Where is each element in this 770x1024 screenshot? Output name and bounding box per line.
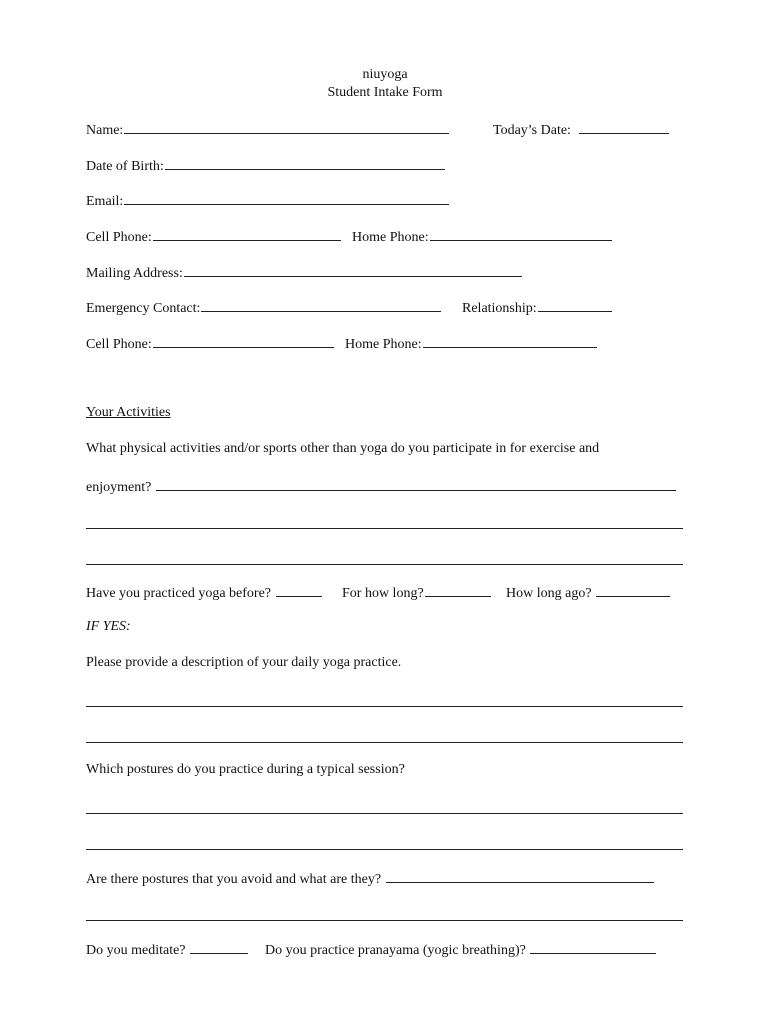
cell-label: Cell Phone: [86, 230, 152, 245]
cell2-field[interactable] [153, 333, 334, 348]
home-phone-group [352, 226, 612, 247]
home2-group [345, 333, 597, 354]
meditate-field[interactable] [190, 939, 248, 954]
how-long-field[interactable] [425, 582, 491, 597]
how-long-ago-field[interactable] [596, 582, 670, 597]
email-label: Email: [86, 194, 124, 209]
mailing-label: Mailing Address: [86, 266, 183, 281]
how-long-ago-label: How long ago? [506, 586, 592, 601]
activities-heading: Your Activities [86, 405, 171, 420]
today-row [493, 119, 669, 140]
emergency-row [86, 297, 441, 318]
org-name: niuyoga [362, 67, 408, 82]
mailing-row [86, 262, 522, 283]
home2-label: Home Phone: [345, 337, 422, 352]
phone-row [86, 226, 341, 247]
pranayama-group [265, 939, 656, 960]
mailing-field[interactable] [184, 262, 522, 277]
q1-answer-field[interactable] [156, 476, 676, 491]
email-row [86, 190, 449, 211]
dob-field[interactable] [165, 155, 445, 170]
q1-answer-line-3[interactable] [86, 564, 683, 565]
q4-answer-line-2[interactable] [86, 849, 683, 850]
home-field[interactable] [430, 226, 612, 241]
how-long-group [342, 582, 491, 603]
emergency-label: Emergency Contact: [86, 301, 201, 316]
relationship-field[interactable] [538, 297, 612, 312]
email-field[interactable] [124, 190, 449, 205]
dob-row [86, 155, 445, 176]
q6-row [86, 939, 248, 960]
name-label: Name: [86, 123, 124, 138]
emergency-phone-row [86, 333, 334, 354]
q3-label: Please provide a description of your daily yoga practice. [86, 655, 402, 670]
cell-field[interactable] [153, 226, 341, 241]
q3-answer-line-1[interactable] [86, 706, 683, 707]
pranayama-field[interactable] [530, 939, 656, 954]
home-label: Home Phone: [352, 230, 429, 245]
pranayama-label: Do you practice pranayama (yogic breathing)? [265, 943, 526, 958]
q4-label: Which postures do you practice during a typical session? [86, 762, 405, 777]
relationship-label: Relationship: [462, 301, 537, 316]
q1-line2: enjoyment? [86, 480, 152, 495]
today-label: Today’s Date: [493, 123, 571, 138]
q5-label: Are there postures that you avoid and what are they? [86, 872, 382, 887]
cell2-label: Cell Phone: [86, 337, 152, 352]
name-row [86, 119, 449, 140]
relationship-group [462, 297, 612, 318]
if-yes-label: IF YES: [86, 619, 131, 634]
q1-line1: What physical activities and/or sports other than yoga do you participate in for exercise and [86, 441, 600, 456]
practiced-label: Have you practiced yoga before? [86, 586, 272, 601]
how-long-ago-group [506, 582, 670, 603]
q4-answer-line-1[interactable] [86, 813, 683, 814]
q1-row [86, 476, 676, 497]
today-field[interactable] [579, 119, 669, 134]
meditate-label: Do you meditate? [86, 943, 186, 958]
practice-row [86, 582, 322, 603]
form-title: Student Intake Form [327, 85, 443, 100]
practiced-field[interactable] [276, 582, 322, 597]
q5-answer-field[interactable] [386, 868, 654, 883]
emergency-field[interactable] [201, 297, 441, 312]
q5-row [86, 868, 654, 889]
q5-answer-line-2[interactable] [86, 920, 683, 921]
how-long-label: For how long? [342, 586, 424, 601]
q3-answer-line-2[interactable] [86, 742, 683, 743]
name-field[interactable] [124, 119, 449, 134]
home2-field[interactable] [423, 333, 597, 348]
dob-label: Date of Birth: [86, 159, 164, 174]
q1-answer-line-2[interactable] [86, 528, 683, 529]
